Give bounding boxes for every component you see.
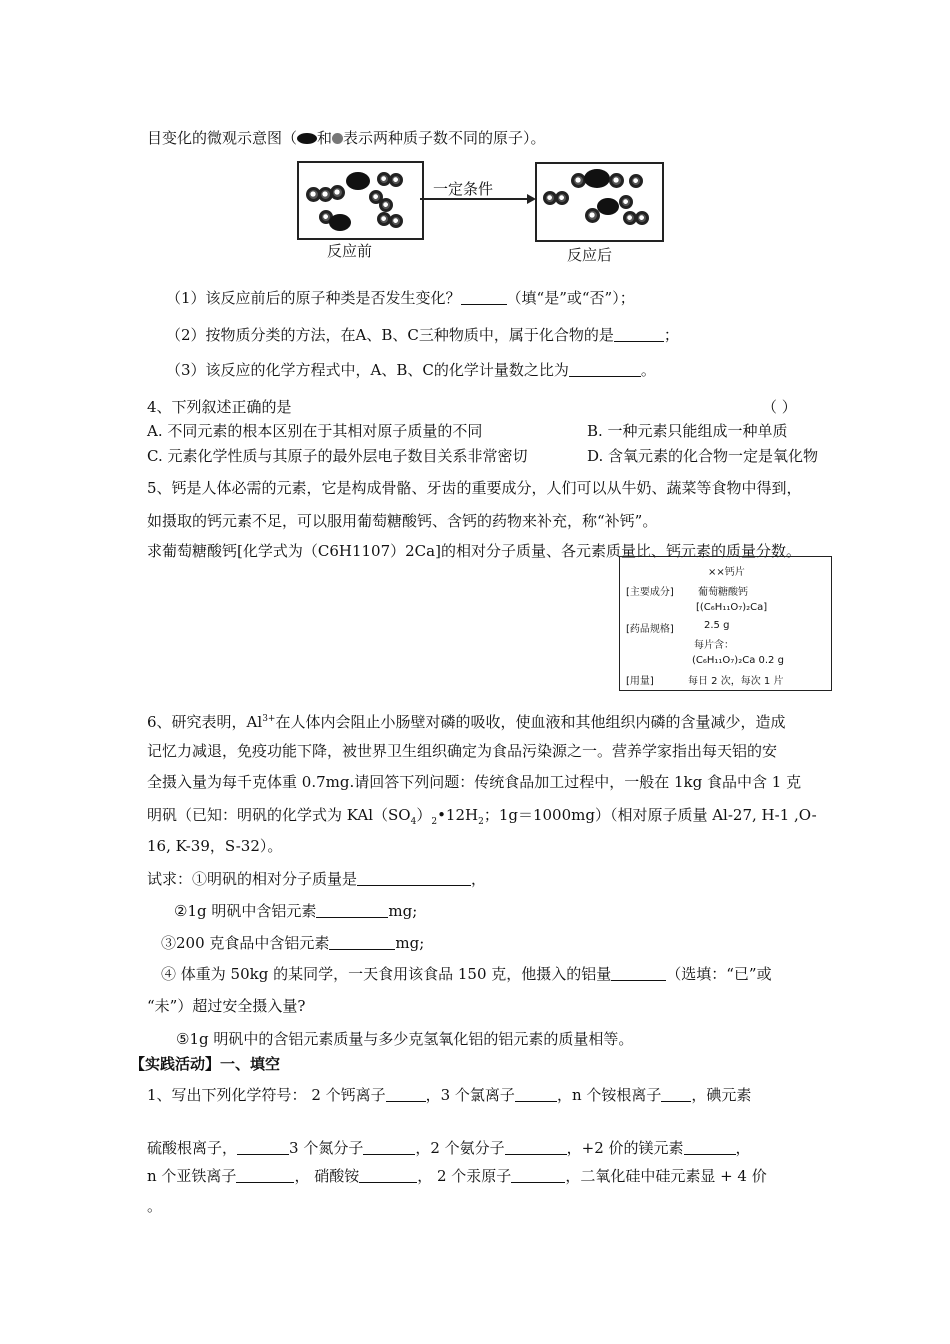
q6-ask4-cont: “未”）超过安全摄入量? [147, 997, 306, 1015]
q6-line3: 全摄入量为每千克体重 0.7mg.请回答下列问题：传统食品加工过程中，一般在 1kg 食品中含 1 克 [147, 773, 802, 791]
answer-blank[interactable] [569, 362, 641, 377]
q6-ask1: 试求：①明矾的相对分子质量是 ， [147, 870, 487, 888]
q6-ask3: ③200 克食品中含铝元素 mg; [161, 934, 425, 952]
practice-heading: 【实践活动】一、填空 [130, 1055, 281, 1073]
answer-blank[interactable] [237, 1140, 289, 1155]
answer-blank[interactable] [661, 1087, 691, 1102]
answer-blank[interactable] [684, 1140, 736, 1155]
answer-blank[interactable] [316, 903, 388, 918]
answer-blank[interactable] [515, 1087, 557, 1102]
q3-intro: 目变化的微观示意图（ 和 表示两种质子数不同的原子）。 [147, 129, 546, 147]
label-title: ××钙片 [708, 567, 745, 578]
q4-option-b: B. 一种元素只能组成一种单质 [587, 422, 788, 440]
practice-line2: 硫酸根离子， 3 个氮分子 ，2 个氨分子 ，+2 价的镁元素 ， [147, 1139, 751, 1157]
answer-blank[interactable] [329, 935, 395, 950]
q5-line3: 求葡萄糖酸钙[化学式为（C6H1107）2Ca]的相对分子质量、各元素质量比、钙元素的质量分数。 [147, 542, 801, 560]
answer-blank[interactable] [614, 327, 664, 342]
answer-blank[interactable] [359, 1168, 417, 1183]
answer-blank[interactable] [461, 290, 507, 305]
calcium-tablet-label: ××钙片 [主要成分] 葡萄糖酸钙 [(C₆H₁₁O₇)₂Ca] [药品规格] 2.5 g 每片含： (C₆H₁₁O₇)₂Ca 0.2 g [用量] 每日 2 次，每次 1 片 [619, 556, 832, 691]
before-box [297, 161, 424, 240]
condition-label: 一定条件 [433, 180, 494, 198]
after-label: 反应后 [567, 246, 613, 264]
q3-sub2: （2）按物质分类的方法，在A、B、C三种物质中，属于化合物的是 ； [166, 326, 679, 344]
q4-option-d: D. 含氧元素的化合物一定是氧化物 [587, 447, 819, 465]
answer-blank[interactable] [611, 966, 666, 981]
answer-blank[interactable] [505, 1140, 567, 1155]
q6-line4: 明矾（已知：明矾的化学式为 $KAl(SO_4)_2•12H_2$；1g＝1000mg）（相对原子质量 Al-27, H-1 ,O- [147, 806, 817, 827]
practice-line4: 。 [147, 1197, 163, 1215]
after-box [535, 162, 664, 242]
q6-ask4: ④ 体重为 50kg 的某同学，一天食用该食品 150 克，他摄入的铝量 （选填：“已”或 [161, 965, 772, 983]
answer-blank[interactable] [357, 871, 471, 886]
before-label: 反应前 [327, 242, 373, 260]
q4-bracket: （ ） [762, 398, 797, 416]
q6-ask5: ⑤1g 明矾中的含铝元素质量与多少克氢氧化铝的铝元素的质量相等。 [176, 1030, 634, 1048]
q6-line5: 16, K-39，S-32）。 [147, 837, 283, 855]
big-atom-icon [297, 133, 317, 144]
q4-option-a: A. 不同元素的根本区别在于其相对原子质量的不同 [147, 422, 483, 440]
q5-line1: 5、钙是人体必需的元素，它是构成骨骼、牙齿的重要成分，人们可以从牛奶、蔬菜等食物中得到， [147, 479, 802, 497]
q4-stem: 4、下列叙述正确的是 [147, 398, 292, 416]
small-atom-icon [332, 133, 343, 144]
answer-blank[interactable] [511, 1168, 565, 1183]
practice-line1: 1、写出下列化学符号： 2 个钙离子 ，3 个氯离子 ，n 个铵根离子 ，碘元素 [147, 1086, 752, 1104]
q6-line2: 记忆力减退，免疫功能下降，被世界卫生组织确定为食品污染源之一。营养学家指出每天铝的安 [147, 742, 778, 760]
q6-ask2: ②1g 明矾中含铝元素 mg; [174, 902, 418, 920]
answer-blank[interactable] [236, 1168, 294, 1183]
answer-blank[interactable] [363, 1140, 415, 1155]
q3-sub3: （3）该反应的化学方程式中，A、B、C的化学计量数之比为 。 [166, 361, 656, 379]
q5-line2: 如摄取的钙元素不足，可以服用葡萄糖酸钙、含钙的药物来补充，称“补钙”。 [147, 512, 658, 530]
q4-option-c: C. 元素化学性质与其原子的最外层电子数目关系非常密切 [147, 447, 528, 465]
answer-blank[interactable] [386, 1087, 426, 1102]
q6-line1: 6、研究表明，$Al^{3+}$在人体内会阻止小肠壁对磷的吸收，使血液和其他组织内磷的含量减少，造成 [147, 713, 786, 731]
q3-sub1: （1）该反应前后的原子种类是否发生变化？ （填“是”或“否”）； [166, 289, 635, 307]
practice-line3: n 个亚铁离子 ， 硝酸铵 ， 2 个汞原子 ，二氧化硅中硅元素显 + 4 价 [147, 1167, 767, 1185]
